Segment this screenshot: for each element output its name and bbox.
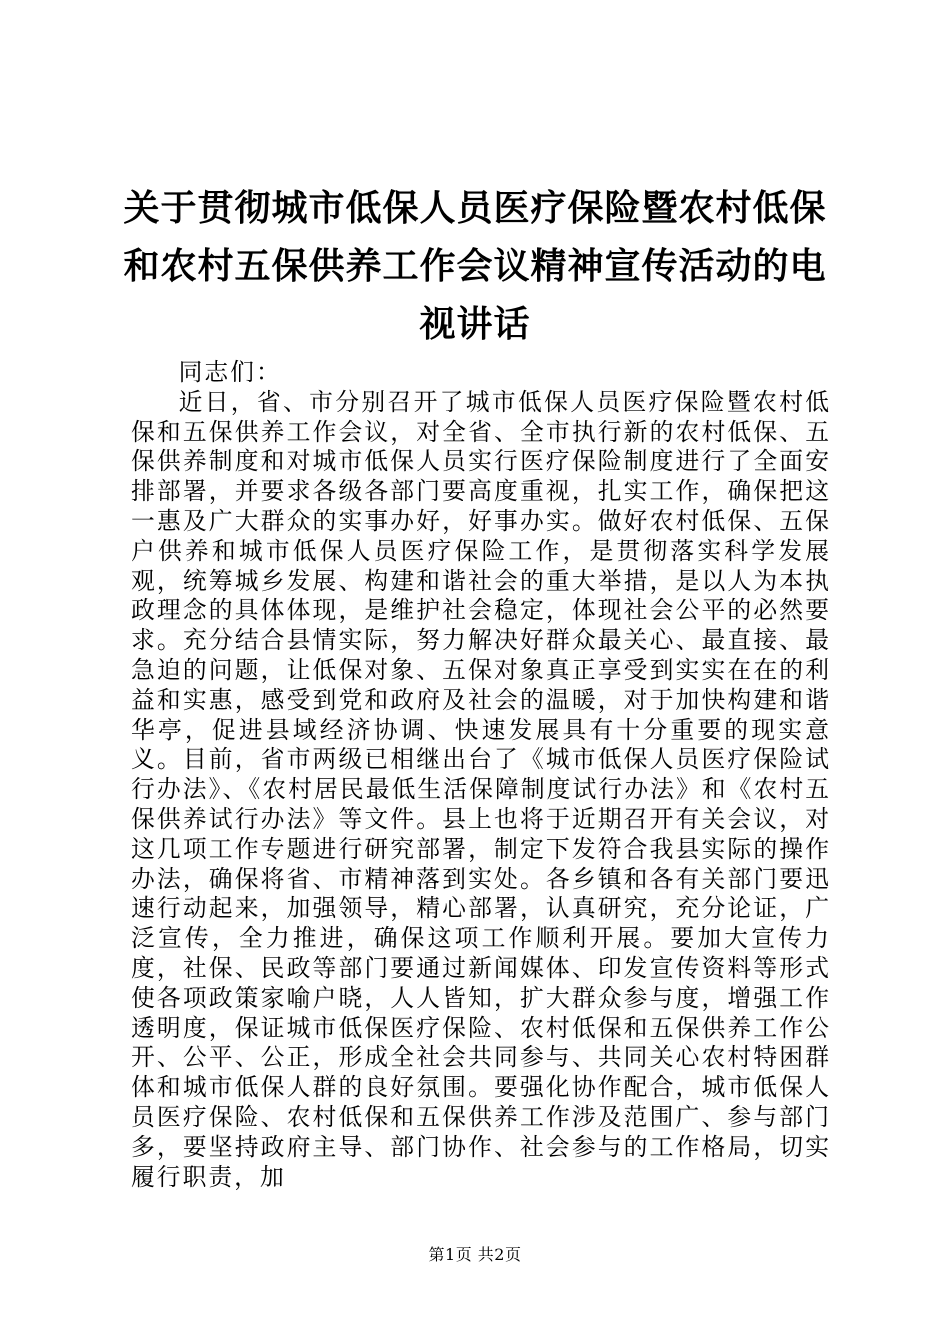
document-title: 关于贯彻城市低保人员医疗保险暨农村低保和农村五保供养工作会议精神宣传活动的电视讲话 (123, 188, 827, 345)
body-paragraph: 近日，省、市分别召开了城市低保人员医疗保险暨农村低保和五保供养工作会议，对全省、全市执行新的农村低保、五保供养制度和对城市低保人员实行医疗保险制度进行了全面安排部署，并要求各级各部门要高度重视，扎实工作，确保把这一惠及广大群众的实事办好，好事办实。做好农村低保、五保户供养和城市低保人员医疗保险工作，是贯彻落实科学发展观，统筹城乡发展、构建和谐社会的重大举措，是以人为本执政理念的具体体现，是维护社会稳定，体现社会公平的必然要求。充分结合县情实际，努力解决好群众最关心、最直接、最急迫的问题，让低保对象、五保对象真正享受到实实在在的利益和实惠，感受到党和政府及社会的温暖，对于加快构建和谐华亭，促进县域经济协调、快速发展具有十分重要的现实意义。目前，省市两级已相继出台了《城市低保人员医疗保险试行办法》、《农村居民最低生活保障制度试行办法》和《农村五保供养试行办法》等文件。县上也将于近期召开有关会议，对这几项工作专题进行研究部署，制定下发符合我县实际的操作办法，确保将省、市精神落到实处。各乡镇和各有关部门要迅速行动起来，加强领导，精心部署，认真研究，充分论证，广泛宣传，全力推进，确保这项工作顺利开展。要加大宣传力度，社保、民政等部门要通过新闻媒体、印发宣传资料等形式使各项政策家喻户晓，人人皆知，扩大群众参与度，增强工作透明度，保证城市低保医疗保险、农村低保和五保供养工作公开、公平、公正，形成全社会共同参与、共同关心农村特困群体和城市低保人群的良好氛围。要强化协作配合，城市低保人员医疗保险、农村低保和五保供养工作涉及范围广、参与部门多，要坚持政府主导、部门协作、社会参与的工作格局，切实履行职责，加 (131, 387, 831, 1191)
salutation: 同志们： (178, 358, 282, 386)
document-body (131, 358, 831, 1192)
page-footer: 第1页 共2页 (428, 1245, 522, 1264)
